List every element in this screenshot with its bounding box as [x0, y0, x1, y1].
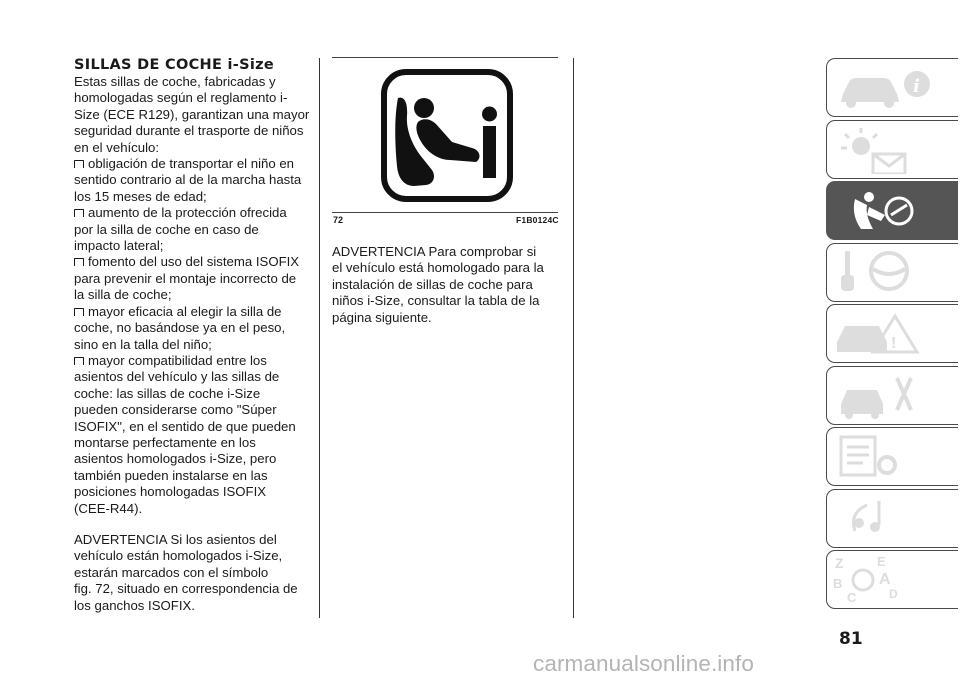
- bullet-list: [74, 156, 314, 517]
- text-line: Estas sillas de coche, fabricadas y: [74, 74, 276, 89]
- bullet-text: aumento de la protección ofrecida: [88, 205, 287, 221]
- text-line: vehículo están homologados i-Size,: [74, 548, 283, 564]
- bullet-text: asientos homologados i-Size, pero: [74, 451, 277, 467]
- bullet-text: pueden considerarse como "Súper: [74, 402, 277, 418]
- bullet-line: [74, 451, 314, 467]
- bullet-line: [74, 419, 314, 435]
- bullet-line: [74, 320, 314, 336]
- bullet-text: (CEE-R44).: [74, 500, 143, 516]
- bullet-icon: [74, 209, 84, 217]
- bullet-line: [74, 468, 314, 484]
- svg-text:E: E: [877, 554, 886, 569]
- bullet-line: [74, 337, 314, 353]
- bullet-line: [74, 353, 314, 369]
- text-line: Size (ECE R129), garantizan una mayor: [74, 106, 310, 122]
- text-line: página siguiente.: [332, 309, 432, 325]
- bullet-line: [74, 189, 314, 205]
- bullet-line: [74, 271, 314, 287]
- text-line: ADVERTENCIA Para comprobar si: [332, 244, 537, 259]
- text-line: niños i-Size, consultar la tabla de la: [332, 293, 540, 309]
- bullet-line: [74, 254, 314, 270]
- text-line: ADVERTENCIA Si los asientos del: [74, 531, 277, 547]
- section-title: SILLAS DE COCHE i-Size: [74, 57, 274, 73]
- bullet-text: coche, no basándose ya en el peso,: [74, 320, 286, 336]
- text-line: instalación de sillas de coche para: [332, 276, 533, 292]
- chapter-tab-6[interactable]: [826, 366, 958, 425]
- bullet-icon: [74, 160, 84, 168]
- bullet-line: [74, 402, 314, 418]
- bullet-text: montarse perfectamente en los: [74, 434, 256, 450]
- child-seat-isize-icon: [380, 68, 514, 203]
- text-line: homologadas según el reglamento i-: [74, 90, 288, 106]
- left-column: [74, 56, 314, 614]
- chapter-tab-8[interactable]: [826, 489, 958, 548]
- warning-paragraph-2: [332, 244, 562, 326]
- bullet-text: fomento del uso del sistema ISOFIX: [88, 254, 300, 270]
- bullet-line: [74, 484, 314, 500]
- bullet-line: [74, 172, 314, 188]
- bullet-icon: [74, 357, 84, 365]
- bullet-line: [74, 386, 314, 402]
- bullet-text: por la silla de coche en caso de: [74, 221, 259, 237]
- bullet-text: mayor eficacia al elegir la silla de: [88, 303, 282, 319]
- text-line: los ganchos ISOFIX.: [74, 597, 195, 613]
- bullet-icon: [74, 258, 84, 266]
- chapter-tab-4[interactable]: [826, 243, 958, 302]
- bullet-text: ISOFIX", en el sentido de que pueden: [74, 418, 296, 434]
- bullet-text: posiciones homologadas ISOFIX: [74, 484, 267, 500]
- page-number: 81: [839, 629, 863, 649]
- svg-text:i: i: [913, 76, 920, 97]
- bullet-line: [74, 287, 314, 303]
- figure-top-rule: [332, 57, 558, 58]
- bullet-icon: [74, 308, 84, 316]
- text-line: estarán marcados con el símbolo: [74, 564, 269, 580]
- chapter-tab-3[interactable]: [826, 181, 958, 240]
- bullet-text: los 15 meses de edad;: [74, 188, 207, 204]
- chapter-tab-7[interactable]: [826, 427, 958, 486]
- bullet-text: sentido contrario al de la marcha hasta: [74, 172, 302, 188]
- text-line: fig. 72, situado en correspondencia de: [74, 581, 298, 597]
- bullet-line: [74, 435, 314, 451]
- watermark: carmanualsonline.info: [533, 651, 754, 676]
- bullet-text: la silla de coche;: [74, 287, 172, 303]
- intro-paragraph: [74, 74, 314, 156]
- svg-text:A: A: [879, 571, 891, 588]
- svg-text:Z: Z: [835, 555, 844, 571]
- figure-code: F1B0124C: [516, 215, 559, 225]
- bullet-line: [74, 369, 314, 385]
- svg-text:D: D: [889, 587, 898, 601]
- bullet-text: coche: las sillas de coche i-Size: [74, 385, 261, 401]
- bullet-line: [74, 156, 314, 172]
- chapter-tab-1[interactable]: [826, 58, 958, 117]
- bullet-text: obligación de transportar el niño en: [88, 156, 295, 172]
- bullet-text: mayor compatibilidad entre los: [88, 352, 267, 368]
- svg-text:C: C: [847, 590, 857, 604]
- svg-text:B: B: [833, 576, 843, 591]
- chapter-tab-9[interactable]: [826, 550, 958, 609]
- figure-bottom-rule: [332, 212, 558, 213]
- text-line: en el vehículo:: [74, 139, 160, 155]
- bullet-line: [74, 501, 314, 517]
- text-line: el vehículo está homologado para la: [332, 260, 544, 276]
- bullet-line: [74, 222, 314, 238]
- bullet-line: [74, 205, 314, 221]
- bullet-line: [74, 304, 314, 320]
- bullet-text: sino en la talla del niño;: [74, 336, 212, 352]
- bullet-text: asientos del vehículo y las sillas de: [74, 369, 280, 385]
- figure-number: 72: [333, 215, 344, 225]
- column-divider: [573, 58, 574, 618]
- chapter-tab-5[interactable]: [826, 304, 958, 363]
- chapter-tab-2[interactable]: [826, 120, 958, 179]
- column-divider: [319, 58, 320, 618]
- bullet-text: también pueden instalarse en las: [74, 467, 268, 483]
- warning-paragraph: [74, 532, 314, 614]
- svg-text:!: !: [891, 335, 897, 352]
- bullet-line: [74, 238, 314, 254]
- bullet-text: para prevenir el montaje incorrecto de: [74, 270, 297, 286]
- text-line: seguridad durante el trasporte de niños: [74, 123, 304, 139]
- bullet-text: impacto lateral;: [74, 238, 164, 254]
